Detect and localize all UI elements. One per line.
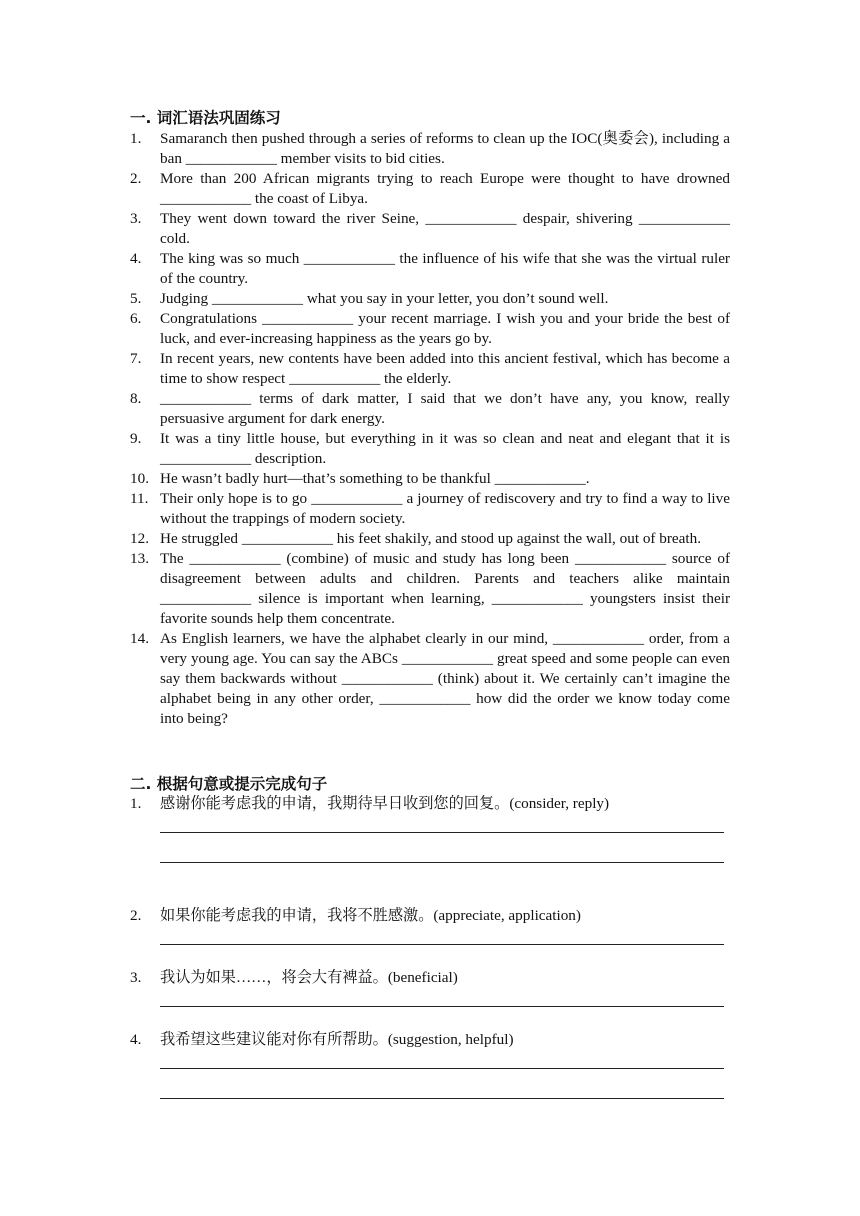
item-text: ____________ terms of dark matter, I said that we don’t have any, you know, really persuasive argument for dark energy. <box>160 390 730 427</box>
item-number: 3. <box>130 969 142 986</box>
list-item <box>130 389 730 429</box>
list-item <box>130 469 730 489</box>
item-number: 1. <box>130 795 142 812</box>
section1-list <box>130 129 730 729</box>
item-number: 12. <box>130 530 149 547</box>
answer-line[interactable] <box>160 944 724 945</box>
list-item <box>130 794 730 814</box>
item-number: 2. <box>130 907 142 924</box>
item-number: 11. <box>130 490 149 507</box>
item-number: 6. <box>130 310 142 327</box>
list-item <box>130 489 730 529</box>
answer-line[interactable] <box>160 862 724 863</box>
item-text: It was a tiny little house, but everything in it was so clean and neat and elegant that it is ____________ description. <box>160 430 730 467</box>
item-text: As English learners, we have the alphabet clearly in our mind, ____________ order, from a very young age. You can say the ABCs ____________ great speed and some people can even say them backwards without ____________ (think) about it. We certainly can’t imagine the alphabet being in any other order, ____________ how did the order we know today come into being? <box>160 630 730 727</box>
answer-line[interactable] <box>160 1006 724 1007</box>
item-text: The ____________ (combine) of music and study has long been ____________ source of disagreement between adults and children. Parents and teachers alike maintain ____________ silence is important when learning, ____________ youngsters insist their favorite sounds help them concentrate. <box>160 550 730 627</box>
item-number: 4. <box>130 1031 142 1048</box>
item-text: More than 200 African migrants trying to reach Europe were thought to have drowned ____________ the coast of Libya. <box>160 170 730 207</box>
item-text: 我希望这些建议能对你有所帮助。(suggestion, helpful) <box>160 1031 514 1048</box>
item-number: 2. <box>130 170 142 187</box>
item-number: 10. <box>130 470 149 487</box>
answer-line[interactable] <box>160 832 724 833</box>
list-item <box>130 429 730 469</box>
list-item <box>130 529 730 549</box>
list-item <box>130 629 730 729</box>
item-number: 8. <box>130 390 142 407</box>
item-number: 9. <box>130 430 142 447</box>
section2-title: 二. 根据句意或提示完成句子 <box>130 775 328 793</box>
item-text: He struggled ____________ his feet shakily, and stood up against the wall, out of breath. <box>160 530 702 547</box>
item-number: 3. <box>130 210 142 227</box>
item-number: 5. <box>130 290 142 307</box>
item-text: Their only hope is to go ____________ a journey of rediscovery and try to find a way to live without the trappings of modern society. <box>160 490 730 527</box>
list-item <box>130 249 730 289</box>
section1-title: 一. 词汇语法巩固练习 <box>130 109 281 127</box>
list-item <box>130 906 730 926</box>
item-number: 14. <box>130 630 149 647</box>
item-number: 4. <box>130 250 142 267</box>
item-number: 13. <box>130 550 149 567</box>
answer-line[interactable] <box>160 1068 724 1069</box>
list-item <box>130 968 730 988</box>
list-item <box>130 169 730 209</box>
item-text: He wasn’t badly hurt—that’s something to be thankful ____________. <box>160 470 590 487</box>
list-item <box>130 1030 730 1050</box>
item-text: Samaranch then pushed through a series of reforms to clean up the IOC(奥委会), including a ban ____________ member visits to bid cities. <box>160 130 730 167</box>
list-item <box>130 549 730 629</box>
item-text: 感谢你能考虑我的申请，我期待早日收到您的回复。(consider, reply) <box>160 795 610 812</box>
item-text: Congratulations ____________ your recent marriage. I wish you and your bride the best of luck, and ever-increasing happiness as the years go by. <box>160 310 730 347</box>
item-text: The king was so much ____________ the influence of his wife that she was the virtual ruler of the country. <box>160 250 730 287</box>
list-item <box>130 289 730 309</box>
answer-line[interactable] <box>160 1098 724 1099</box>
item-number: 7. <box>130 350 142 367</box>
list-item <box>130 129 730 169</box>
list-item <box>130 349 730 389</box>
list-item <box>130 309 730 349</box>
item-text: In recent years, new contents have been added into this ancient festival, which has become a time to show respect ____________ the elderly. <box>160 350 730 387</box>
item-text: Judging ____________ what you say in your letter, you don’t sound well. <box>160 290 609 307</box>
item-text: They went down toward the river Seine, ____________ despair, shivering ____________ cold. <box>160 210 730 247</box>
item-number: 1. <box>130 130 142 147</box>
item-text: 如果你能考虑我的申请，我将不胜感激。(appreciate, application) <box>160 907 581 924</box>
item-text: 我认为如果……，将会大有裨益。(beneficial) <box>160 969 458 986</box>
list-item <box>130 209 730 249</box>
